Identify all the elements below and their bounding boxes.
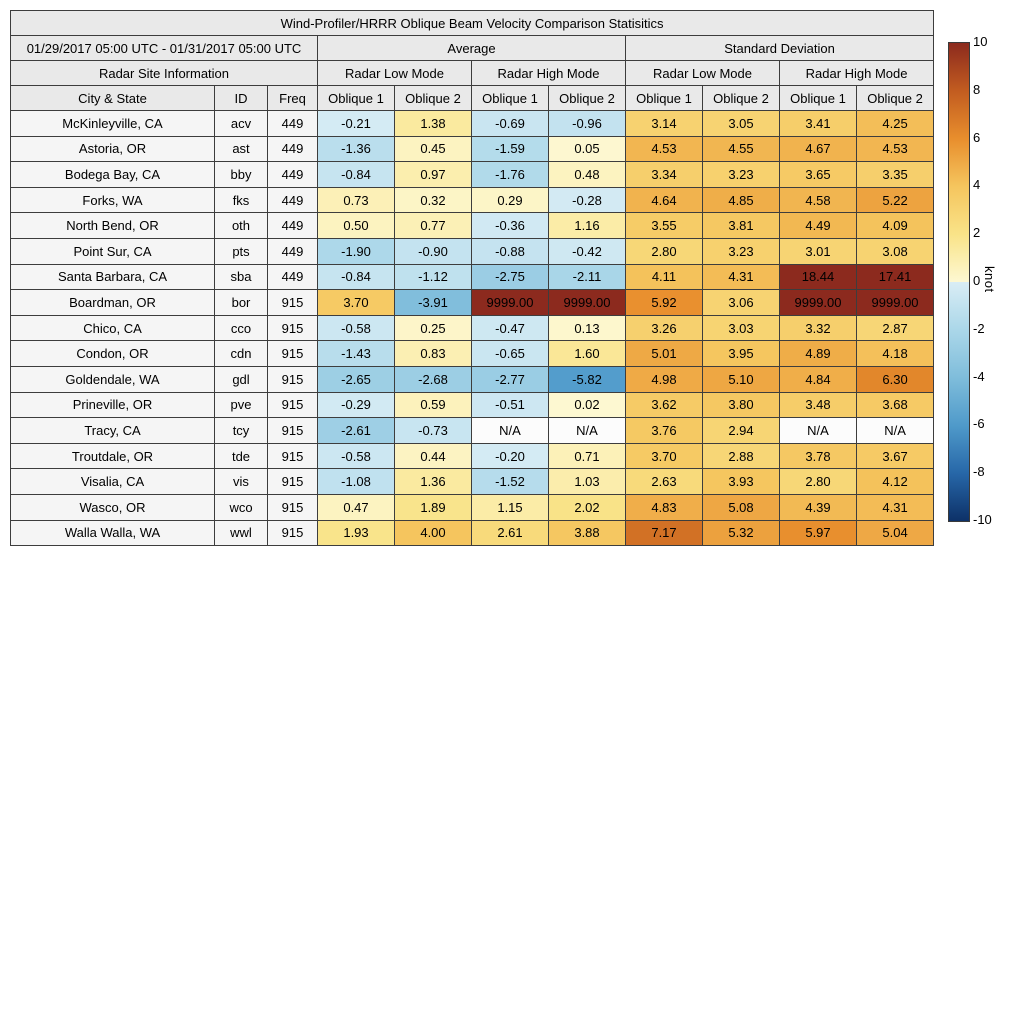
- value-cell: 0.71: [549, 443, 626, 469]
- value-cell: -0.20: [472, 443, 549, 469]
- colorbar-tick: 10: [973, 34, 988, 49]
- colorbar-tick: 0: [973, 273, 981, 288]
- value-cell: 3.65: [780, 162, 857, 188]
- id-cell: ast: [215, 136, 268, 162]
- city-cell: Santa Barbara, CA: [11, 264, 215, 290]
- value-cell: -2.75: [472, 264, 549, 290]
- table-row: [11, 392, 934, 418]
- value-cell: 9999.00: [549, 290, 626, 316]
- value-cell: 4.25: [857, 111, 934, 137]
- freq-cell: 915: [268, 315, 318, 341]
- value-cell: 1.38: [395, 111, 472, 137]
- std-dev-group-header: Standard Deviation: [626, 36, 934, 61]
- freq-cell: 915: [268, 443, 318, 469]
- id-cell: vis: [215, 469, 268, 495]
- value-cell: 0.44: [395, 443, 472, 469]
- value-cell: 3.34: [626, 162, 703, 188]
- value-cell: 18.44: [780, 264, 857, 290]
- value-cell: 4.98: [626, 366, 703, 392]
- mode-header-avg-low: Radar Low Mode: [318, 61, 472, 86]
- value-cell: -0.65: [472, 341, 549, 367]
- column-header-oblique1: Oblique 1: [626, 86, 703, 111]
- table-row: [11, 443, 934, 469]
- table-row: [11, 315, 934, 341]
- id-cell: tcy: [215, 418, 268, 444]
- value-cell: 3.70: [626, 443, 703, 469]
- average-group-header: Average: [318, 36, 626, 61]
- value-cell: 5.22: [857, 187, 934, 213]
- value-cell: 0.02: [549, 392, 626, 418]
- value-cell: 4.49: [780, 213, 857, 239]
- value-cell: N/A: [472, 418, 549, 444]
- value-cell: 3.32: [780, 315, 857, 341]
- value-cell: 4.85: [703, 187, 780, 213]
- value-cell: -2.68: [395, 366, 472, 392]
- value-cell: -1.12: [395, 264, 472, 290]
- value-cell: 4.53: [857, 136, 934, 162]
- value-cell: 2.80: [626, 238, 703, 264]
- value-cell: 1.03: [549, 469, 626, 495]
- value-cell: 4.00: [395, 520, 472, 546]
- value-cell: 3.01: [780, 238, 857, 264]
- value-cell: 3.26: [626, 315, 703, 341]
- value-cell: 3.35: [857, 162, 934, 188]
- table-row: [11, 366, 934, 392]
- column-header-city: City & State: [11, 86, 215, 111]
- id-cell: acv: [215, 111, 268, 137]
- value-cell: 4.31: [703, 264, 780, 290]
- value-cell: -0.36: [472, 213, 549, 239]
- value-cell: 4.18: [857, 341, 934, 367]
- value-cell: 1.89: [395, 494, 472, 520]
- id-cell: pts: [215, 238, 268, 264]
- value-cell: 3.08: [857, 238, 934, 264]
- value-cell: 3.23: [703, 162, 780, 188]
- freq-cell: 449: [268, 162, 318, 188]
- column-header-oblique2: Oblique 2: [549, 86, 626, 111]
- value-cell: -0.58: [318, 315, 395, 341]
- value-cell: 2.63: [626, 469, 703, 495]
- value-cell: N/A: [780, 418, 857, 444]
- mode-header-sd-high: Radar High Mode: [780, 61, 934, 86]
- column-header-id: ID: [215, 86, 268, 111]
- value-cell: -0.42: [549, 238, 626, 264]
- city-cell: Visalia, CA: [11, 469, 215, 495]
- column-header-oblique1: Oblique 1: [780, 86, 857, 111]
- value-cell: 2.87: [857, 315, 934, 341]
- value-cell: 3.70: [318, 290, 395, 316]
- table-row: [11, 162, 934, 188]
- value-cell: 3.05: [703, 111, 780, 137]
- table-row: [11, 111, 934, 137]
- freq-cell: 449: [268, 238, 318, 264]
- value-cell: 4.53: [626, 136, 703, 162]
- city-cell: Wasco, OR: [11, 494, 215, 520]
- value-cell: 3.41: [780, 111, 857, 137]
- city-cell: Chico, CA: [11, 315, 215, 341]
- value-cell: -2.61: [318, 418, 395, 444]
- id-cell: tde: [215, 443, 268, 469]
- freq-cell: 915: [268, 392, 318, 418]
- city-cell: Astoria, OR: [11, 136, 215, 162]
- value-cell: -0.28: [549, 187, 626, 213]
- value-cell: 1.15: [472, 494, 549, 520]
- city-cell: Boardman, OR: [11, 290, 215, 316]
- value-cell: 3.68: [857, 392, 934, 418]
- freq-cell: 449: [268, 213, 318, 239]
- value-cell: 3.81: [703, 213, 780, 239]
- value-cell: -0.47: [472, 315, 549, 341]
- value-cell: 4.39: [780, 494, 857, 520]
- freq-cell: 915: [268, 469, 318, 495]
- value-cell: -0.69: [472, 111, 549, 137]
- value-cell: 3.95: [703, 341, 780, 367]
- colorbar-tick: 4: [973, 177, 981, 193]
- value-cell: -0.96: [549, 111, 626, 137]
- value-cell: 3.06: [703, 290, 780, 316]
- city-cell: Bodega Bay, CA: [11, 162, 215, 188]
- value-cell: 4.55: [703, 136, 780, 162]
- value-cell: 4.67: [780, 136, 857, 162]
- freq-cell: 915: [268, 520, 318, 546]
- freq-cell: 915: [268, 290, 318, 316]
- freq-cell: 449: [268, 187, 318, 213]
- freq-cell: 915: [268, 341, 318, 367]
- date-range-cell: 01/29/2017 05:00 UTC - 01/31/2017 05:00 UTC: [11, 36, 318, 61]
- value-cell: 4.64: [626, 187, 703, 213]
- city-cell: Prineville, OR: [11, 392, 215, 418]
- value-cell: 3.78: [780, 443, 857, 469]
- value-cell: -1.59: [472, 136, 549, 162]
- city-cell: Point Sur, CA: [11, 238, 215, 264]
- value-cell: N/A: [857, 418, 934, 444]
- freq-cell: 915: [268, 418, 318, 444]
- id-cell: wco: [215, 494, 268, 520]
- table-row: [11, 520, 934, 546]
- value-cell: 3.62: [626, 392, 703, 418]
- value-cell: 5.10: [703, 366, 780, 392]
- id-cell: sba: [215, 264, 268, 290]
- value-cell: -1.90: [318, 238, 395, 264]
- value-cell: -1.43: [318, 341, 395, 367]
- freq-cell: 449: [268, 111, 318, 137]
- table-row: [11, 341, 934, 367]
- value-cell: 2.88: [703, 443, 780, 469]
- value-cell: -2.65: [318, 366, 395, 392]
- value-cell: 6.30: [857, 366, 934, 392]
- colorbar-gradient: [948, 42, 970, 522]
- value-cell: 0.73: [318, 187, 395, 213]
- value-cell: 0.50: [318, 213, 395, 239]
- colorbar-tick: 8: [973, 81, 981, 97]
- value-cell: -0.88: [472, 238, 549, 264]
- value-cell: 3.88: [549, 520, 626, 546]
- mode-header-avg-high: Radar High Mode: [472, 61, 626, 86]
- value-cell: 9999.00: [857, 290, 934, 316]
- table-row: [11, 187, 934, 213]
- table-body: [11, 111, 934, 546]
- colorbar-tick: 6: [973, 129, 981, 145]
- value-cell: -3.91: [395, 290, 472, 316]
- freq-cell: 915: [268, 366, 318, 392]
- value-cell: -0.21: [318, 111, 395, 137]
- column-header-freq: Freq: [268, 86, 318, 111]
- value-cell: 0.13: [549, 315, 626, 341]
- column-header-oblique1: Oblique 1: [472, 86, 549, 111]
- value-cell: 5.97: [780, 520, 857, 546]
- value-cell: 3.76: [626, 418, 703, 444]
- value-cell: -0.73: [395, 418, 472, 444]
- column-header-oblique1: Oblique 1: [318, 86, 395, 111]
- value-cell: 1.36: [395, 469, 472, 495]
- value-cell: 4.31: [857, 494, 934, 520]
- value-cell: -1.52: [472, 469, 549, 495]
- city-cell: Condon, OR: [11, 341, 215, 367]
- colorbar-tick: -8: [973, 464, 985, 480]
- table-row: [11, 213, 934, 239]
- value-cell: 2.94: [703, 418, 780, 444]
- id-cell: cdn: [215, 341, 268, 367]
- id-cell: bby: [215, 162, 268, 188]
- stats-table: [10, 10, 934, 546]
- id-cell: wwl: [215, 520, 268, 546]
- freq-cell: 915: [268, 494, 318, 520]
- value-cell: 0.59: [395, 392, 472, 418]
- city-cell: Goldendale, WA: [11, 366, 215, 392]
- value-cell: 0.48: [549, 162, 626, 188]
- value-cell: 5.01: [626, 341, 703, 367]
- table-header: [11, 11, 934, 111]
- value-cell: 4.83: [626, 494, 703, 520]
- site-info-header: Radar Site Information: [11, 61, 318, 86]
- colorbar-unit-label: knot: [982, 266, 997, 293]
- value-cell: 3.67: [857, 443, 934, 469]
- freq-cell: 449: [268, 264, 318, 290]
- id-cell: bor: [215, 290, 268, 316]
- value-cell: 4.89: [780, 341, 857, 367]
- value-cell: 0.29: [472, 187, 549, 213]
- value-cell: -5.82: [549, 366, 626, 392]
- colorbar-tick: -10: [973, 512, 992, 527]
- city-cell: Forks, WA: [11, 187, 215, 213]
- value-cell: 9999.00: [472, 290, 549, 316]
- value-cell: 5.92: [626, 290, 703, 316]
- id-cell: fks: [215, 187, 268, 213]
- id-cell: oth: [215, 213, 268, 239]
- id-cell: cco: [215, 315, 268, 341]
- table-title: Wind-Profiler/HRRR Oblique Beam Velocity Comparison Statisitics: [11, 11, 934, 36]
- table-row: [11, 136, 934, 162]
- value-cell: N/A: [549, 418, 626, 444]
- value-cell: 1.60: [549, 341, 626, 367]
- value-cell: 0.77: [395, 213, 472, 239]
- value-cell: 9999.00: [780, 290, 857, 316]
- value-cell: -0.84: [318, 264, 395, 290]
- table-row: [11, 238, 934, 264]
- value-cell: 0.83: [395, 341, 472, 367]
- value-cell: 0.25: [395, 315, 472, 341]
- id-cell: gdl: [215, 366, 268, 392]
- value-cell: 3.48: [780, 392, 857, 418]
- id-cell: pve: [215, 392, 268, 418]
- value-cell: 1.16: [549, 213, 626, 239]
- value-cell: 3.80: [703, 392, 780, 418]
- value-cell: 4.11: [626, 264, 703, 290]
- value-cell: 5.08: [703, 494, 780, 520]
- value-cell: -0.51: [472, 392, 549, 418]
- value-cell: 4.58: [780, 187, 857, 213]
- value-cell: -2.11: [549, 264, 626, 290]
- colorbar-tick: -6: [973, 416, 985, 432]
- mode-header-sd-low: Radar Low Mode: [626, 61, 780, 86]
- value-cell: 0.32: [395, 187, 472, 213]
- value-cell: 1.93: [318, 520, 395, 546]
- value-cell: 4.09: [857, 213, 934, 239]
- value-cell: 0.97: [395, 162, 472, 188]
- table-row: [11, 290, 934, 316]
- value-cell: 3.23: [703, 238, 780, 264]
- freq-cell: 449: [268, 136, 318, 162]
- table-row: [11, 418, 934, 444]
- city-cell: Troutdale, OR: [11, 443, 215, 469]
- value-cell: 3.03: [703, 315, 780, 341]
- value-cell: -0.84: [318, 162, 395, 188]
- value-cell: 4.12: [857, 469, 934, 495]
- value-cell: 4.84: [780, 366, 857, 392]
- value-cell: 3.55: [626, 213, 703, 239]
- city-cell: Walla Walla, WA: [11, 520, 215, 546]
- value-cell: 17.41: [857, 264, 934, 290]
- colorbar-tick: -4: [973, 368, 985, 384]
- value-cell: 2.02: [549, 494, 626, 520]
- value-cell: 7.17: [626, 520, 703, 546]
- city-cell: Tracy, CA: [11, 418, 215, 444]
- value-cell: -0.58: [318, 443, 395, 469]
- city-cell: McKinleyville, CA: [11, 111, 215, 137]
- colorbar-tick: 2: [973, 225, 981, 241]
- value-cell: 2.80: [780, 469, 857, 495]
- value-cell: -0.90: [395, 238, 472, 264]
- column-header-oblique2: Oblique 2: [857, 86, 934, 111]
- city-cell: North Bend, OR: [11, 213, 215, 239]
- value-cell: 5.04: [857, 520, 934, 546]
- value-cell: -1.08: [318, 469, 395, 495]
- table-row: [11, 494, 934, 520]
- value-cell: 0.05: [549, 136, 626, 162]
- value-cell: -0.29: [318, 392, 395, 418]
- value-cell: -1.76: [472, 162, 549, 188]
- column-header-oblique2: Oblique 2: [703, 86, 780, 111]
- column-header-oblique2: Oblique 2: [395, 86, 472, 111]
- value-cell: 0.47: [318, 494, 395, 520]
- table-row: [11, 264, 934, 290]
- value-cell: 2.61: [472, 520, 549, 546]
- colorbar-tick: -2: [973, 320, 985, 336]
- value-cell: -2.77: [472, 366, 549, 392]
- value-cell: -1.36: [318, 136, 395, 162]
- value-cell: 3.14: [626, 111, 703, 137]
- table-row: [11, 469, 934, 495]
- value-cell: 5.32: [703, 520, 780, 546]
- value-cell: 3.93: [703, 469, 780, 495]
- value-cell: 0.45: [395, 136, 472, 162]
